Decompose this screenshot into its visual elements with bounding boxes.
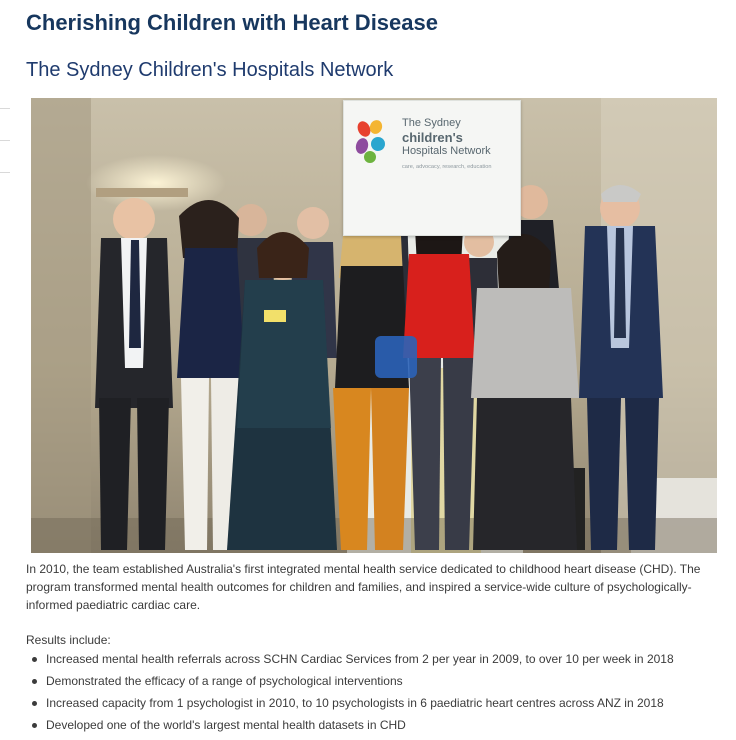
left-edge-mark <box>0 108 10 109</box>
left-edge-mark <box>0 172 10 173</box>
network-name <box>402 117 520 174</box>
network-tagline: care, advocacy, research, education <box>402 164 492 170</box>
page-subtitle: The Sydney Children's Hospitals Network <box>26 59 394 81</box>
network-name-line-3: Hospitals Network <box>402 145 491 157</box>
network-logo-icon <box>354 119 388 165</box>
network-name-line-2: children's <box>402 130 463 145</box>
network-banner <box>343 100 521 236</box>
left-edge-mark <box>0 140 10 141</box>
photo-caption: In 2010, the team established Australia's first integrated mental health service dedicated to childhood heart disease (CHD). The program transformed mental health outcomes for children and families, and inspired a service-wide culture of psychologically-informed paediatric cardiac care. <box>26 562 701 612</box>
team-award-photo <box>31 98 717 553</box>
result-item: Increased capacity from 1 psychologist in 2010, to 10 psychologists in 6 paediatric heart centres across ANZ in 2018 <box>26 692 726 714</box>
result-item: Developed one of the world's largest mental health datasets in CHD <box>26 714 726 736</box>
results-heading: Results include: <box>26 633 111 647</box>
result-item: Demonstrated the efficacy of a range of psychological interventions <box>26 670 726 692</box>
page-title: Cherishing Children with Heart Disease <box>26 10 438 35</box>
network-name-line-1: The Sydney <box>402 117 461 129</box>
results-list <box>26 648 726 736</box>
result-item: Increased mental health referrals across SCHN Cardiac Services from 2 per year in 2009, to over 10 per week in 2018 <box>26 648 726 670</box>
